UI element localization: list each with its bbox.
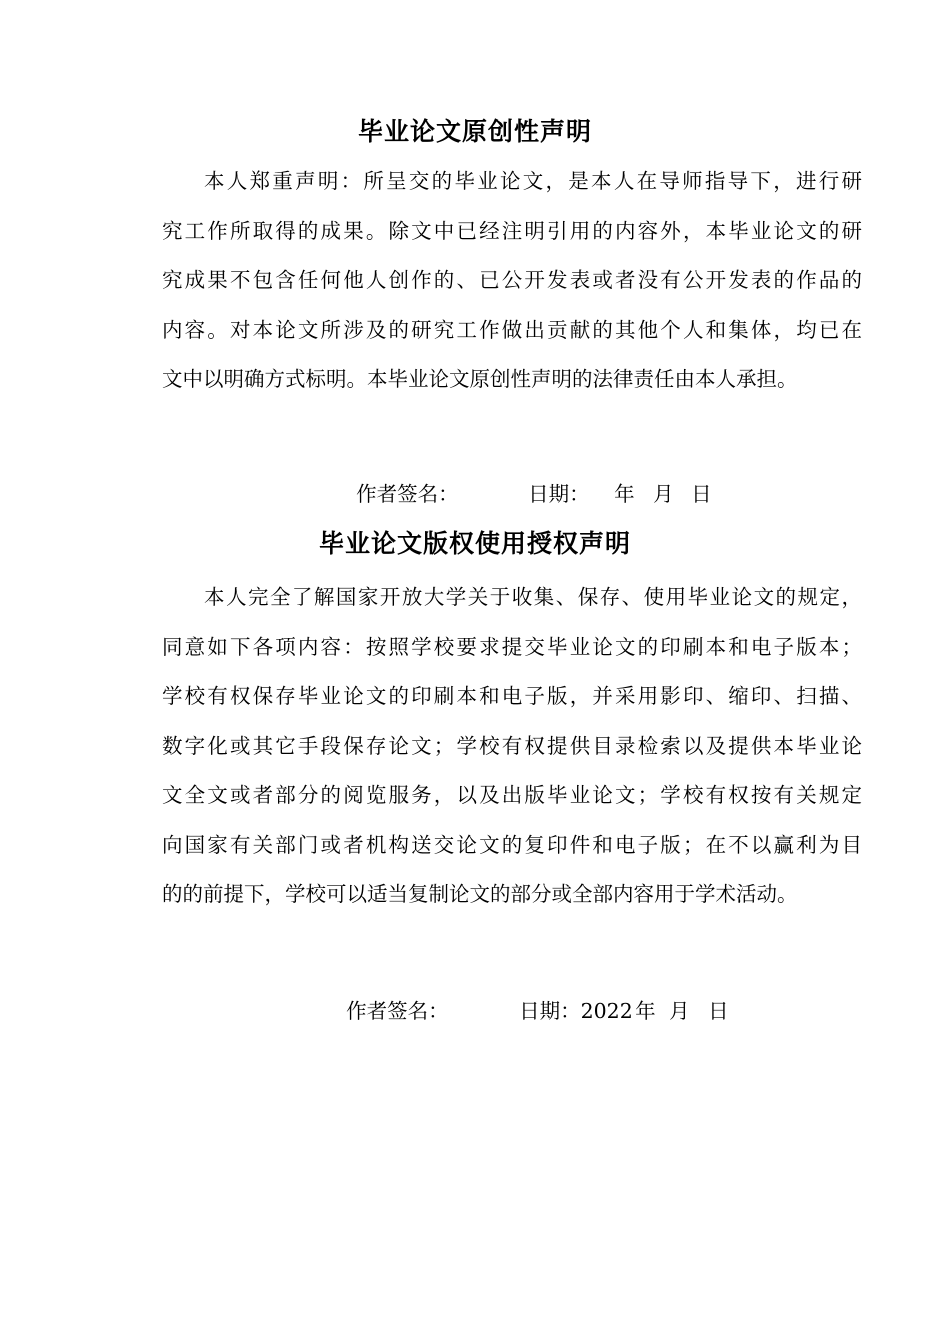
date-label: 日期： — [528, 482, 590, 506]
year-value: 2022 — [580, 999, 633, 1023]
originality-date-row — [502, 453, 590, 531]
paragraph-line: 本人完全了解国家开放大学关于收集、保存、使用毕业论文的规定， — [204, 585, 862, 609]
month-label: 月 — [669, 999, 690, 1023]
date-label: 日期： — [519, 999, 581, 1023]
day-label: 日 — [708, 999, 729, 1023]
originality-signature-row — [330, 453, 459, 531]
paragraph-line: 数字化或其它手段保存论文；学校有权提供目录检索以及提供本毕业论 — [162, 733, 862, 758]
paragraph-line: 向国家有关部门或者机构送交论文的复印件和电子版；在不以赢利为目 — [162, 832, 862, 857]
originality-title: 毕业论文原创性声明 — [357, 117, 592, 146]
paragraph-line: 学校有权保存毕业论文的印刷本和电子版，并采用影印、缩印、扫描、 — [162, 684, 862, 708]
copyright-day — [682, 970, 729, 1048]
year-label: 年 — [635, 999, 656, 1023]
copyright-signature-row — [320, 970, 449, 1048]
originality-day — [665, 453, 712, 531]
paragraph-line: 本人郑重声明：所呈交的毕业论文，是本人在导师指导下，进行研 — [204, 169, 862, 193]
paragraph-line: 究成果不包含任何他人创作的、已公开发表或者没有公开发表的作品的 — [162, 268, 862, 292]
originality-paragraph — [162, 157, 862, 405]
paragraph-line: 同意如下各项内容：按照学校要求提交毕业论文的印刷本和电子版本； — [162, 634, 862, 659]
year-label: 年 — [614, 482, 635, 506]
paragraph-line: 文中以明确方式标明。本毕业论文原创性声明的法律责任由本人承担。 — [162, 367, 798, 391]
paragraph-line: 究工作所取得的成果。除文中已经注明引用的内容外，本毕业论文的研 — [162, 218, 862, 243]
signature-label: 作者签名： — [356, 482, 459, 506]
month-label: 月 — [653, 482, 674, 506]
paragraph-line: 内容。对本论文所涉及的研究工作做出贡献的其他个人和集体，均已在 — [162, 317, 862, 342]
copyright-paragraph — [162, 573, 862, 920]
copyright-title: 毕业论文版权使用授权声明 — [318, 529, 631, 558]
day-label: 日 — [691, 482, 712, 506]
paragraph-line: 文全文或者部分的阅览服务，以及出版毕业论文；学校有权按有关规定 — [162, 783, 862, 807]
paragraph-line: 的的前提下，学校可以适当复制论文的部分或全部内容用于学术活动。 — [162, 882, 798, 906]
signature-label: 作者签名： — [346, 999, 449, 1023]
